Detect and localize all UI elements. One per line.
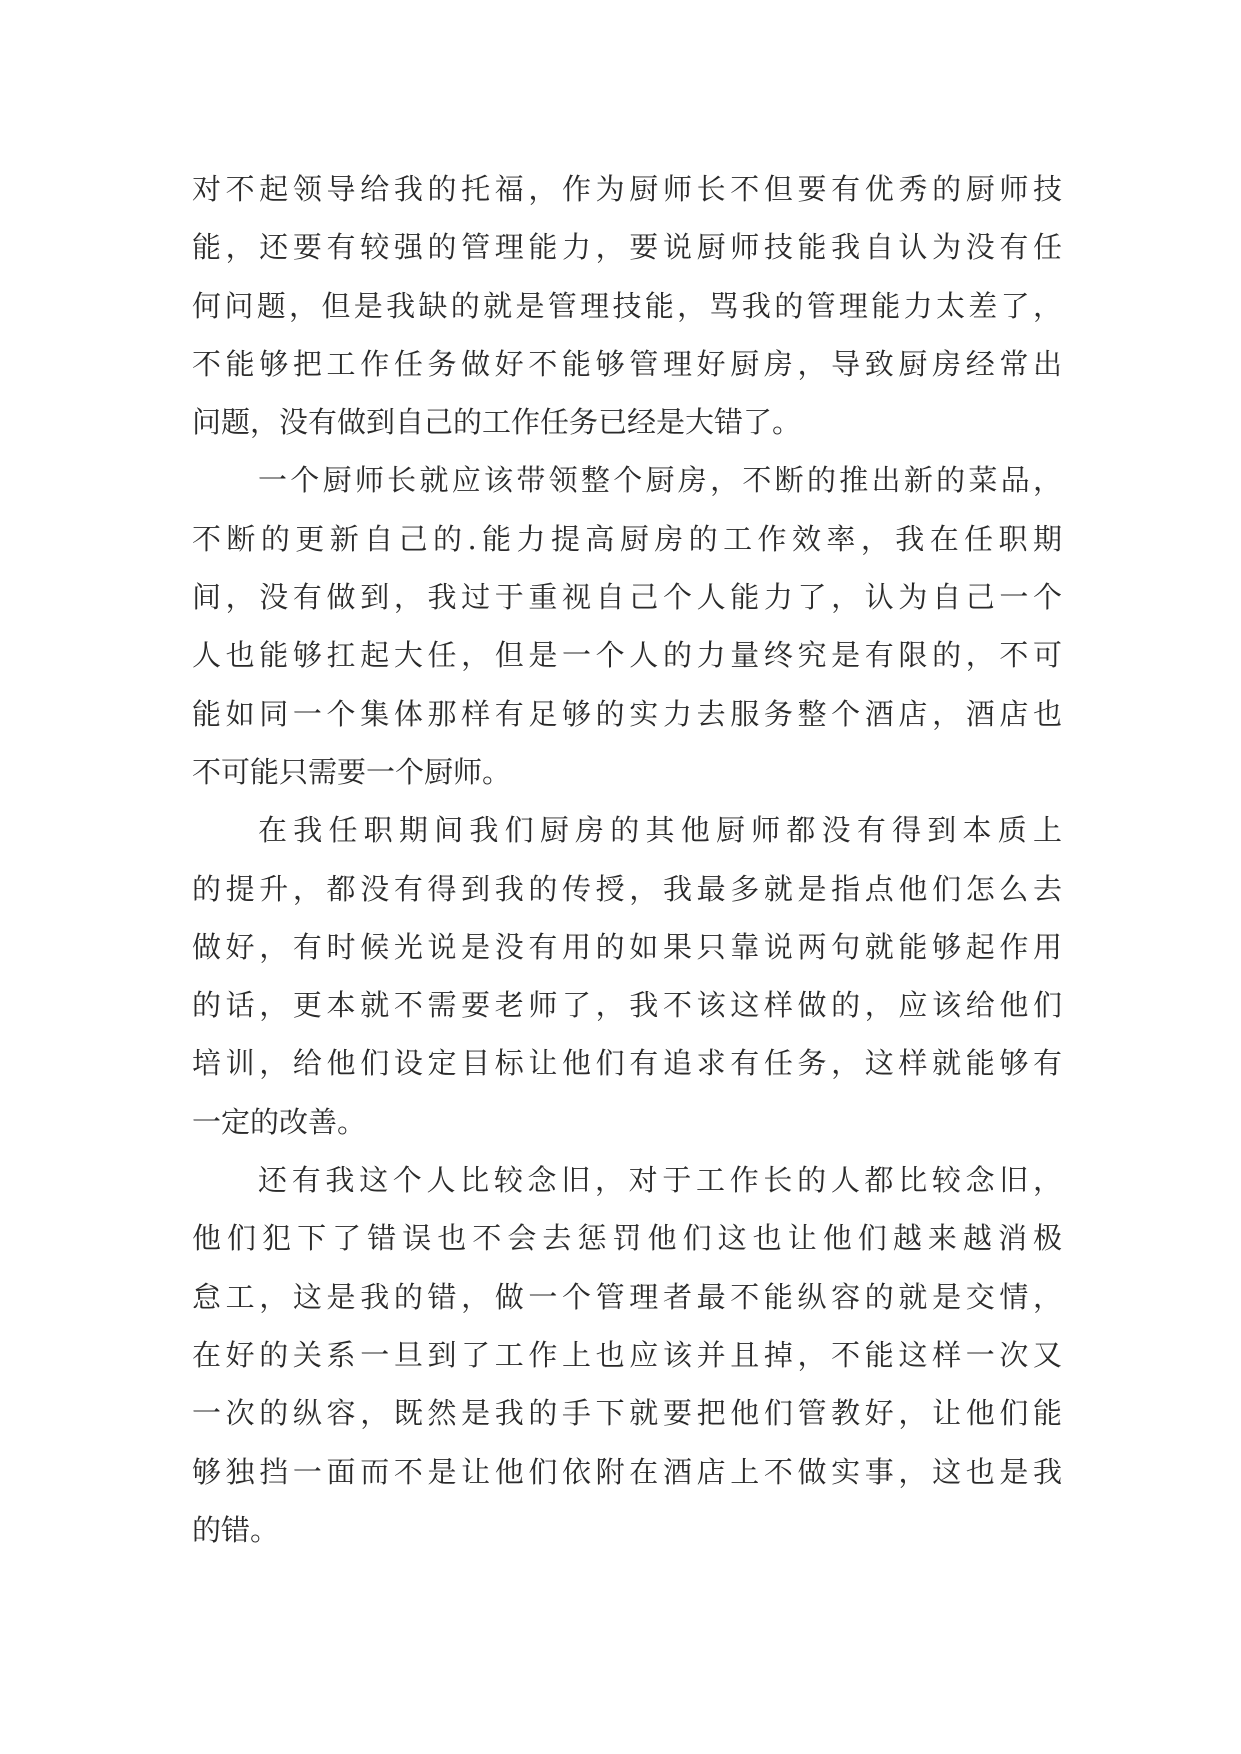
text-line: 不断的更新自己的.能力提高厨房的工作效率，我在任职期 [192, 521, 1062, 556]
paragraph [192, 451, 1062, 801]
text-line: 的错。 [192, 1512, 280, 1547]
text-line: 在我任职期间我们厨房的其他厨师都没有得到本质上 [258, 813, 1062, 848]
paragraph [192, 801, 1062, 1151]
text-line: 的话，更本就不需要老师了，我不该这样做的，应该给他们 [192, 988, 1062, 1023]
text-line: 够独挡一面而不是让他们依附在酒店上不做实事，这也是我 [192, 1454, 1062, 1489]
text-line: 怠工，这是我的错，做一个管理者最不能纵容的就是交情， [192, 1279, 1062, 1314]
text-line: 培训，给他们设定目标让他们有追求有任务，这样就能够有 [192, 1046, 1062, 1081]
text-line: 在好的关系一旦到了工作上也应该并且掉，不能这样一次又 [192, 1337, 1062, 1372]
text-line: 间，没有做到，我过于重视自己个人能力了，认为自己一个 [192, 580, 1062, 615]
paragraph [192, 1151, 1062, 1559]
text-line: 何问题，但是我缺的就是管理技能，骂我的管理能力太差了， [192, 288, 1062, 323]
text-line: 一个厨师长就应该带领整个厨房，不断的推出新的菜品， [258, 463, 1062, 498]
text-line: 不能够把工作任务做好不能够管理好厨房，导致厨房经常出 [192, 346, 1062, 381]
text-line: 能，还要有较强的管理能力，要说厨师技能我自认为没有任 [192, 230, 1062, 265]
paragraph [192, 160, 1062, 451]
text-line: 对不起领导给我的托福，作为厨师长不但要有优秀的厨师技 [192, 172, 1062, 206]
text-line: 人也能够扛起大任，但是一个人的力量终究是有限的，不可 [192, 638, 1062, 673]
text-line: 还有我这个人比较念旧，对于工作长的人都比较念旧， [258, 1163, 1062, 1198]
text-line: 一次的纵容，既然是我的手下就要把他们管教好，让他们能 [192, 1396, 1062, 1431]
document-body [192, 160, 1062, 1559]
text-line: 一定的改善。 [192, 1104, 367, 1139]
text-line: 做好，有时候光说是没有用的如果只靠说两句就能够起作用 [192, 929, 1062, 964]
text-line: 的提升，都没有得到我的传授，我最多就是指点他们怎么去 [192, 871, 1062, 906]
text-line: 不可能只需要一个厨师。 [192, 754, 512, 789]
text-line: 他们犯下了错误也不会去惩罚他们这也让他们越来越消极 [192, 1221, 1062, 1256]
text-line: 能如同一个集体那样有足够的实力去服务整个酒店，酒店也 [192, 696, 1062, 731]
text-line: 问题，没有做到自己的工作任务已经是大错了。 [192, 405, 802, 440]
